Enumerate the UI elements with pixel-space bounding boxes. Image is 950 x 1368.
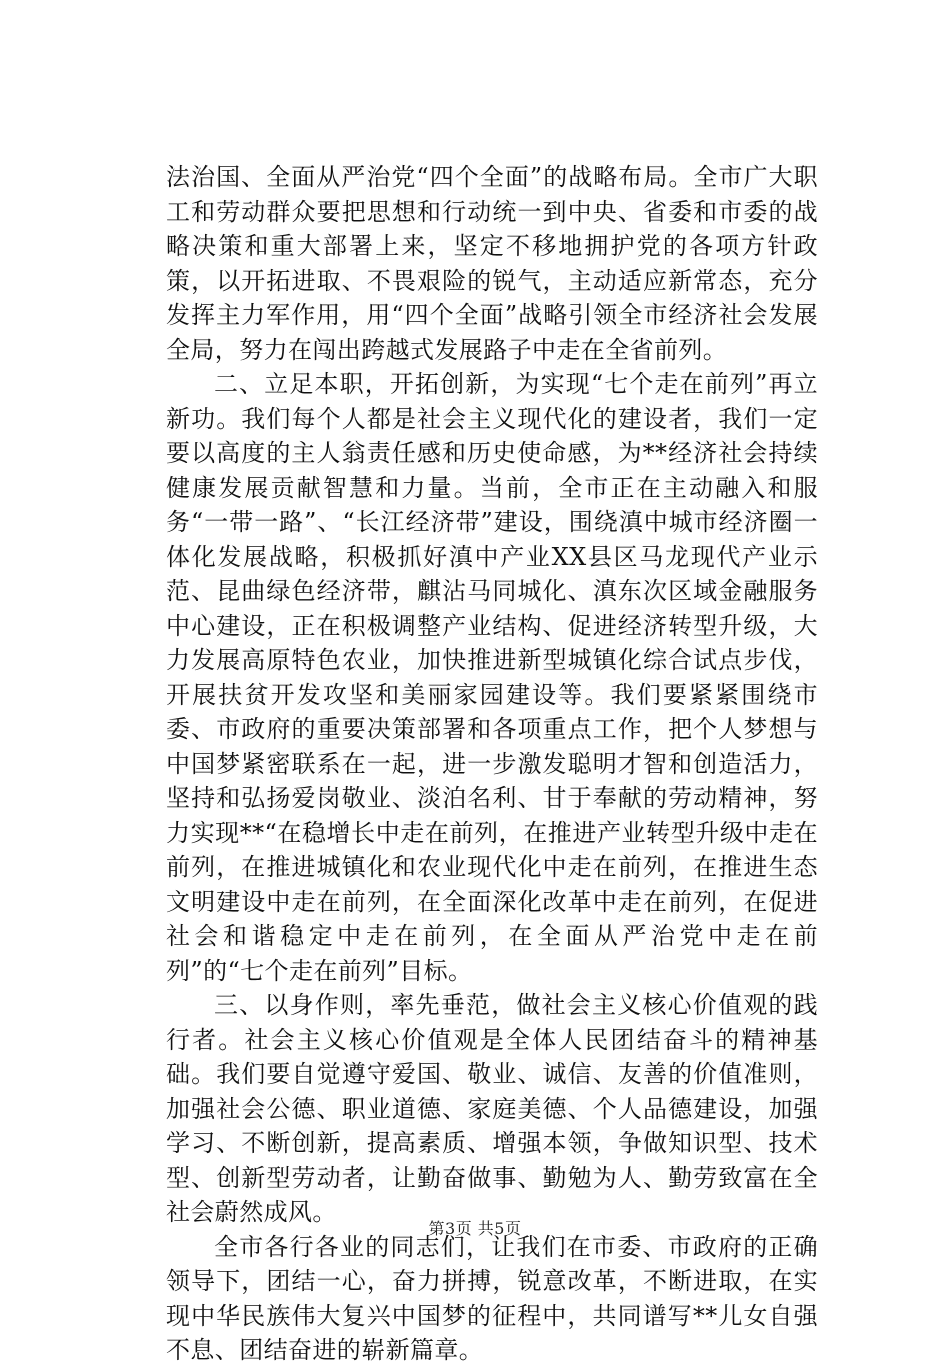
paragraph-continuation: 法治国、全面从严治党“四个全面”的战略布局。全市广大职工和劳动群众要把思想和行动统一到中央、省委和市委的战略决策和重大部署上来，坚定不移地拥护党的各项方针政策，以开拓进取、不畏艰险的锐气，主动适应新常态，充分发挥主力军作用，用“四个全面”战略引领全市经济社会发展全局，努力在闯出跨越式发展路子中走在全省前列。: [166, 163, 818, 364]
page-number-footer: 第3页 共5页: [428, 1219, 522, 1238]
paragraph-section-two: 二、立足本职，开拓创新，为实现“七个走在前列”再立新功。我们每个人都是社会主义现代化的建设者，我们一定要以高度的主人翁责任感和历史使命感，为**经济社会持续健康发展贡献智慧和力量。当前，全市正在主动融入和服务“一带一路”、“长江经济带”建设，围绕滇中城市经济圈一体化发展战略，积极抓好滇中产业XX县区马龙现代产业示范、昆曲绿色经济带，麒沾马同城化、滇东次区域金融服务中心建设，正在积极调整产业结构、促进经济转型升级，大力发展高原特色农业，加快推进新型城镇化综合试点步伐，开展扶贫开发攻坚和美丽家园建设等。我们要紧紧围绕市委、市政府的重要决策部署和各项重点工作，把个人梦想与中国梦紧密联系在一起，进一步激发聪明才智和创造活力，坚持和弘扬爱岗敬业、淡泊名利、甘于奉献的劳动精神，努力实现**“在稳增长中走在前列，在推进产业转型升级中走在前列，在推进城镇化和农业现代化中走在前列，在推进生态文明建设中走在前列，在全面深化改革中走在前列，在促进社会和谐稳定中走在前列，在全面从严治党中走在前列”的“七个走在前列”目标。: [166, 370, 818, 985]
paragraph-section-three: 三、以身作则，率先垂范，做社会主义核心价值观的践行者。社会主义核心价值观是全体人民团结奋斗的精神基础。我们要自觉遵守爱国、敬业、诚信、友善的价值准则，加强社会公德、职业道德、家庭美德、个人品德建设，加强学习、不断创新，提高素质、增强本领，争做知识型、技术型、创新型劳动者，让勤奋做事、勤勉为人、勤劳致富在全社会蔚然成风。: [166, 991, 818, 1226]
paragraph-closing: 全市各行各业的同志们，让我们在市委、市政府的正确领导下，团结一心，奋力拼搏，锐意改革，不断进取，在实现中华民族伟大复兴中国梦的征程中，共同谱写**儿女自强不息、团结奋进的崭新篇章。: [166, 1232, 818, 1364]
document-body: [166, 160, 818, 1368]
